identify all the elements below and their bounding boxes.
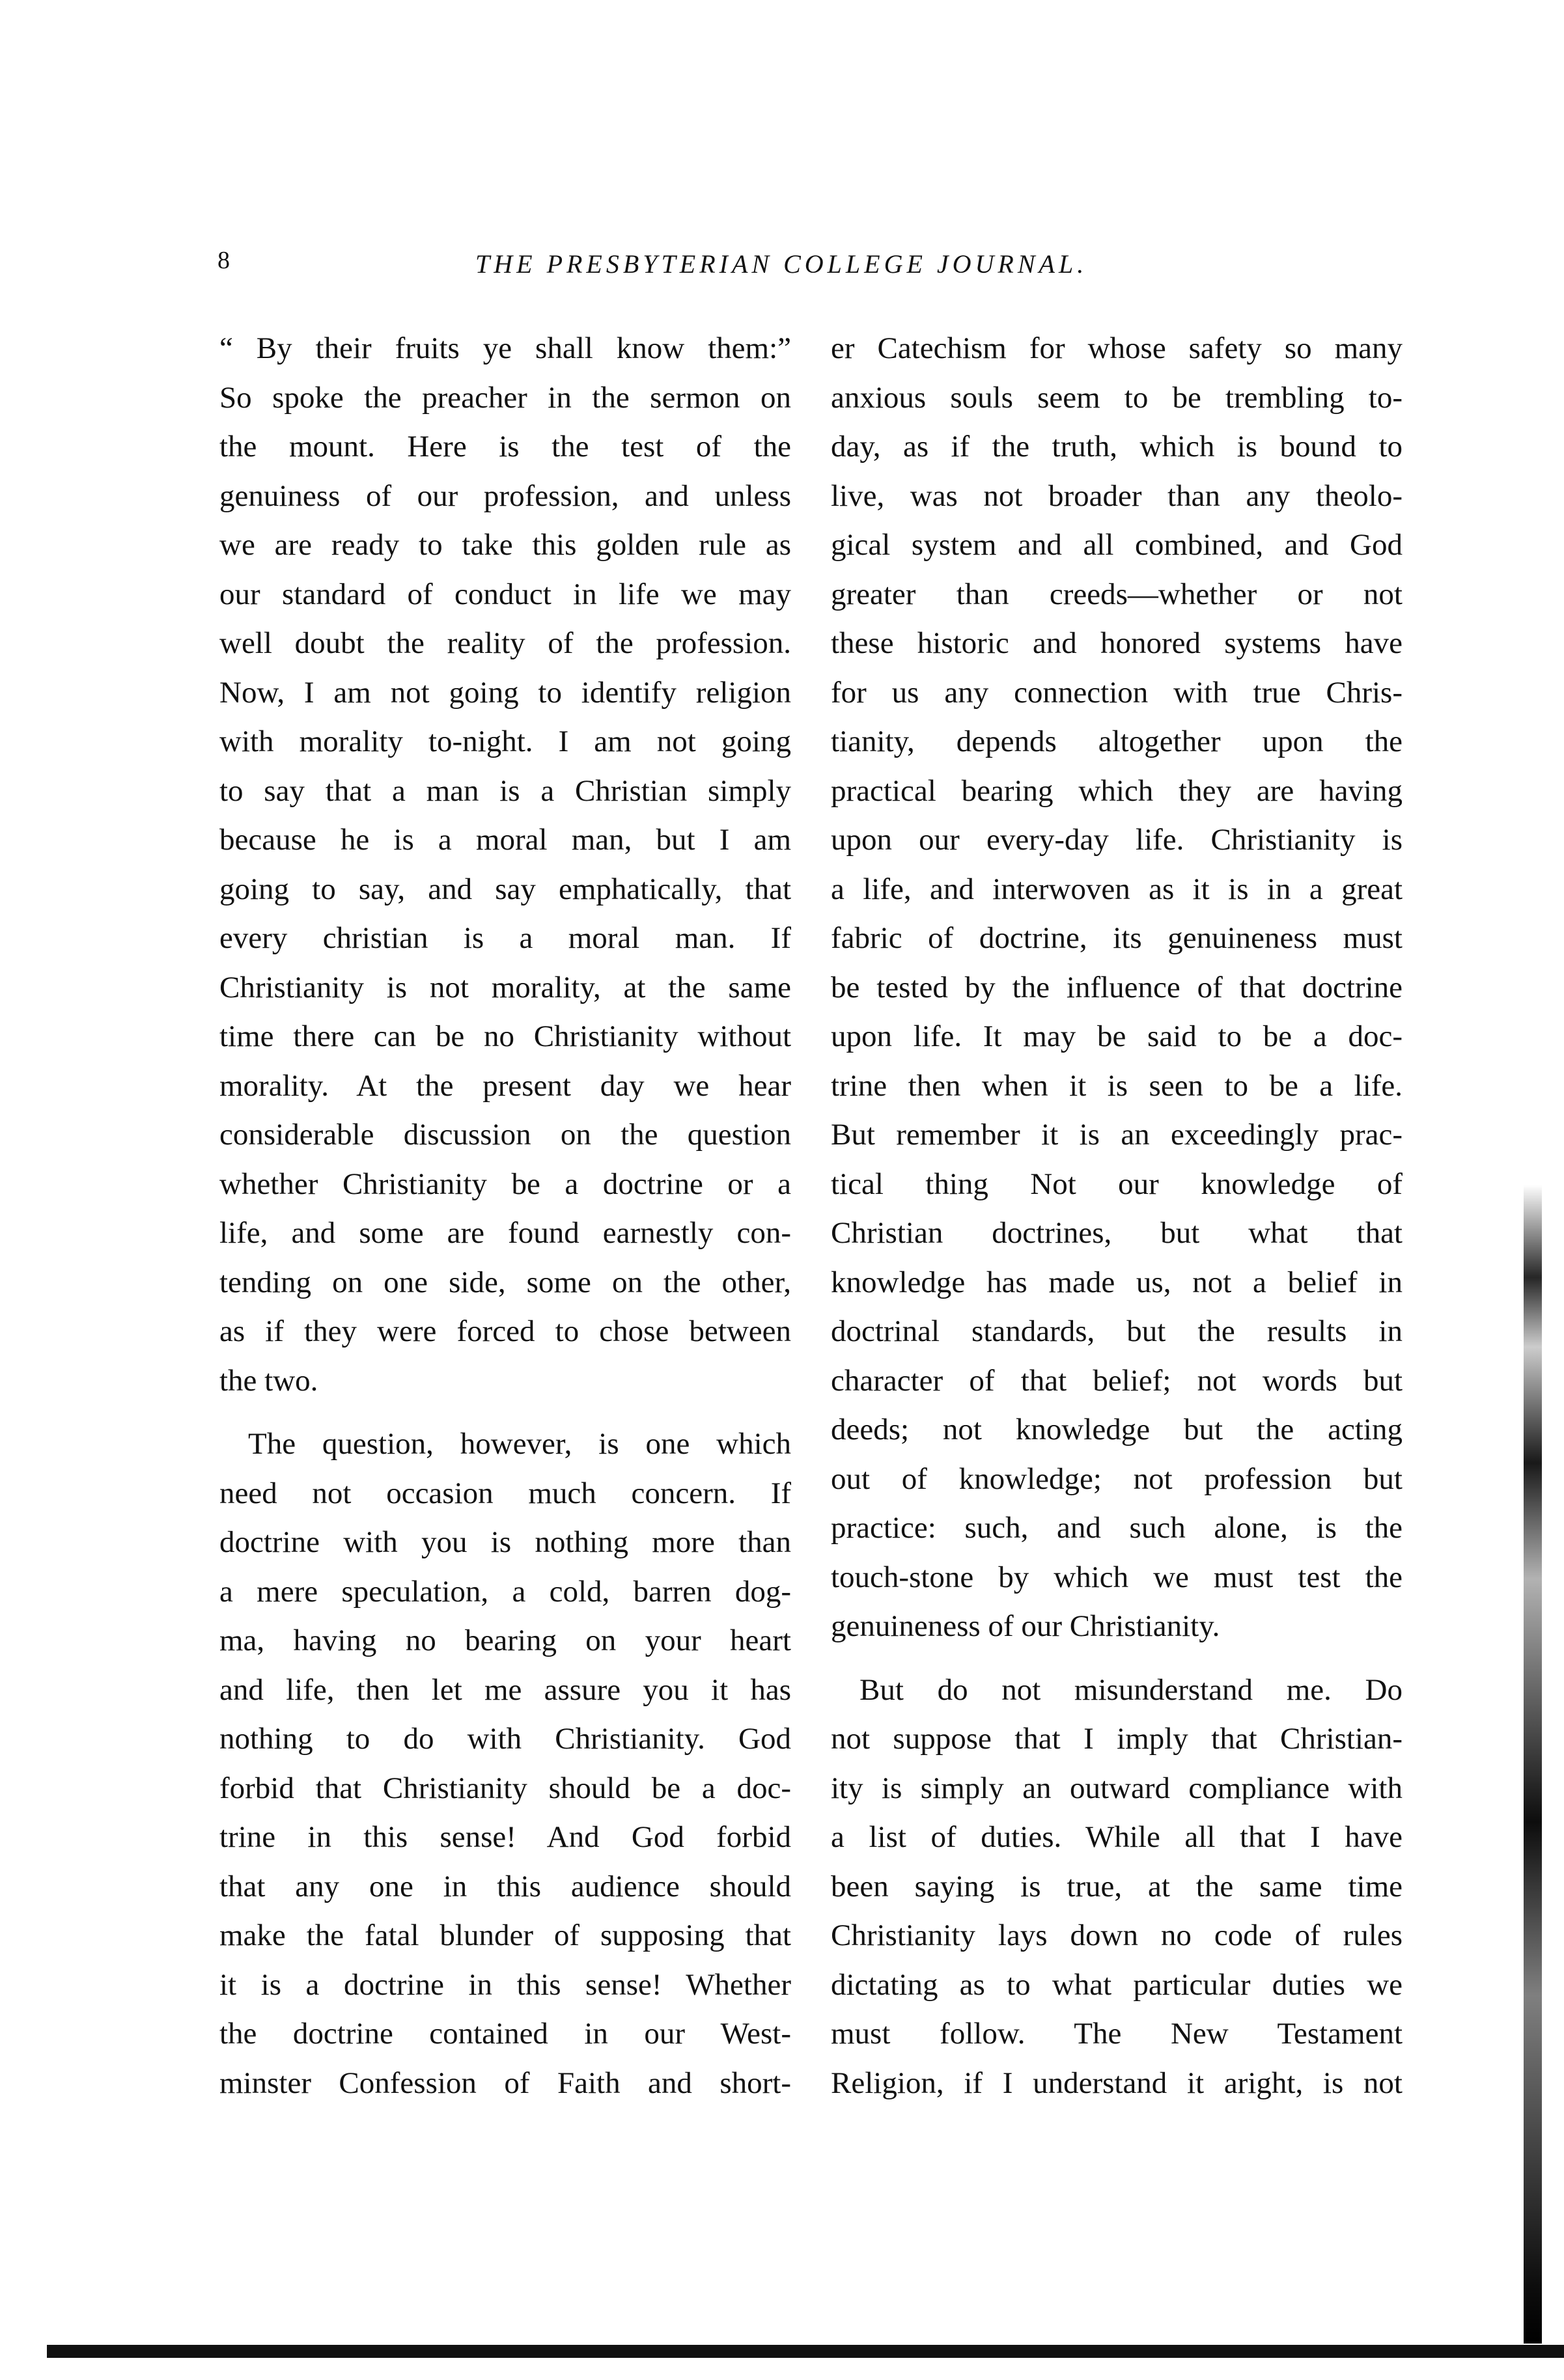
running-head: THE PRESBYTERIAN COLLEGE JOURNAL.	[475, 249, 1088, 279]
text-line: genuineness of our Christianity.	[831, 1609, 1220, 1643]
text-line: touch-stone by which we must test the	[831, 1560, 1403, 1594]
text-line: for us any connection with true Chris-	[831, 675, 1403, 710]
text-line: out of knowledge; not profession but	[831, 1461, 1403, 1496]
text-line: live, was not broader than any theolo-	[831, 478, 1403, 513]
page-edge-scan-shadow	[1524, 1185, 1542, 2344]
text-line: time there can be no Christianity without	[219, 1019, 791, 1053]
text-line: make the fatal blunder of supposing that	[219, 1918, 791, 1952]
text-line: our standard of conduct in life we may	[219, 577, 791, 611]
text-line: the mount. Here is the test of the	[219, 430, 791, 464]
text-line: tianity, depends altogether upon the	[831, 725, 1403, 758]
text-line: But do not misunderstand me. Do	[859, 1672, 1403, 1707]
paragraph-4	[831, 1666, 1403, 2109]
text-line: with morality to-night. I am not going	[219, 725, 791, 758]
text-line: morality. At the present day we hear	[219, 1068, 791, 1103]
text-line: a life, and interwoven as it is in a great	[831, 872, 1403, 906]
text-line: practical bearing which they are having	[831, 773, 1403, 808]
text-line: greater than creeds—whether or not	[831, 577, 1403, 611]
text-line: we are ready to take this golden rule as	[219, 528, 791, 562]
text-line: But remember it is an exceedingly prac-	[831, 1118, 1403, 1152]
paragraph-2	[219, 1420, 791, 2108]
text-line: doctrine with you is nothing more than	[219, 1525, 791, 1559]
text-line: tical thing Not our knowledge of	[831, 1167, 1403, 1201]
text-line: upon our every-day life. Christianity is	[831, 823, 1403, 857]
text-line: whether Christianity be a doctrine or a	[219, 1167, 791, 1201]
text-line: as if they were forced to chose between	[219, 1314, 791, 1348]
text-line: these historic and honored systems have	[831, 626, 1403, 660]
text-line: gical system and all combined, and God	[831, 528, 1403, 562]
text-line: and life, then let me assure you it has	[219, 1672, 791, 1707]
text-line: ma, having no bearing on your heart	[219, 1624, 791, 1657]
text-line: Christianity lays down no code of rules	[831, 1918, 1403, 1952]
text-line: life, and some are found earnestly con-	[219, 1216, 791, 1250]
text-line: forbid that Christianity should be a doc-	[219, 1771, 791, 1805]
left-column	[219, 324, 791, 2108]
text-line: a list of duties. While all that I have	[831, 1820, 1403, 1854]
text-line: practice: such, and such alone, is the	[831, 1511, 1403, 1545]
text-line: dictating as to what particular duties we	[831, 1967, 1403, 2002]
text-line: upon life. It may be said to be a doc-	[831, 1019, 1403, 1053]
text-line: knowledge has made us, not a belief in	[831, 1265, 1403, 1299]
paragraph-3	[831, 324, 1403, 1652]
text-line: So spoke the preacher in the sermon on	[219, 380, 791, 415]
text-line: genuiness of our profession, and unless	[219, 478, 791, 513]
page-number: 8	[217, 247, 230, 274]
text-line: doctrinal standards, but the results in	[831, 1314, 1403, 1348]
text-line: fabric of doctrine, its genuineness must	[831, 921, 1403, 955]
text-line: a mere speculation, a cold, barren dog-	[219, 1574, 791, 1609]
paragraph-1	[219, 324, 791, 1405]
text-line: because he is a moral man, but I am	[219, 823, 791, 857]
right-column	[831, 324, 1403, 2108]
text-line: er Catechism for whose safety so many	[831, 331, 1403, 365]
text-line: Now, I am not going to identify religion	[219, 675, 791, 710]
text-line: every christian is a moral man. If	[219, 921, 791, 955]
text-line: trine then when it is seen to be a life.	[831, 1068, 1403, 1103]
text-line: to say that a man is a Christian simply	[219, 773, 791, 808]
text-line: The question, however, is one which	[248, 1427, 791, 1461]
text-line: must follow. The New Testament	[831, 2017, 1403, 2051]
text-line: going to say, and say emphatically, that	[219, 872, 791, 906]
bottom-scan-border	[47, 2345, 1564, 2358]
text-line: be tested by the influence of that doctrine	[831, 970, 1403, 1004]
text-line: need not occasion much concern. If	[219, 1476, 791, 1510]
text-line: character of that belief; not words but	[831, 1363, 1403, 1398]
text-line: minster Confession of Faith and short-	[219, 2066, 791, 2100]
text-line: considerable discussion on the question	[219, 1118, 791, 1152]
text-line: the doctrine contained in our West-	[219, 2017, 791, 2051]
text-line: the two.	[219, 1363, 318, 1398]
text-line: Religion, if I understand it aright, is not	[831, 2066, 1403, 2100]
text-line: trine in this sense! And God forbid	[219, 1820, 791, 1854]
text-line: been saying is true, at the same time	[831, 1869, 1403, 1903]
text-line: that any one in this audience should	[219, 1869, 791, 1903]
text-line: well doubt the reality of the profession.	[219, 626, 791, 660]
text-line: anxious souls seem to be trembling to-	[831, 380, 1403, 415]
text-line: “ By their fruits ye shall know them:”	[219, 331, 791, 365]
text-line: deeds; not knowledge but the acting	[831, 1413, 1403, 1446]
text-line: tending on one side, some on the other,	[219, 1265, 791, 1299]
text-line: not suppose that I imply that Christian-	[831, 1722, 1403, 1756]
text-line: nothing to do with Christianity. God	[219, 1722, 791, 1756]
text-line: Christian doctrines, but what that	[831, 1216, 1403, 1250]
text-line: Christianity is not morality, at the same	[219, 970, 791, 1004]
text-line: ity is simply an outward compliance with	[831, 1771, 1403, 1805]
text-line: day, as if the truth, which is bound to	[831, 430, 1403, 464]
text-line: it is a doctrine in this sense! Whether	[219, 1967, 791, 2002]
